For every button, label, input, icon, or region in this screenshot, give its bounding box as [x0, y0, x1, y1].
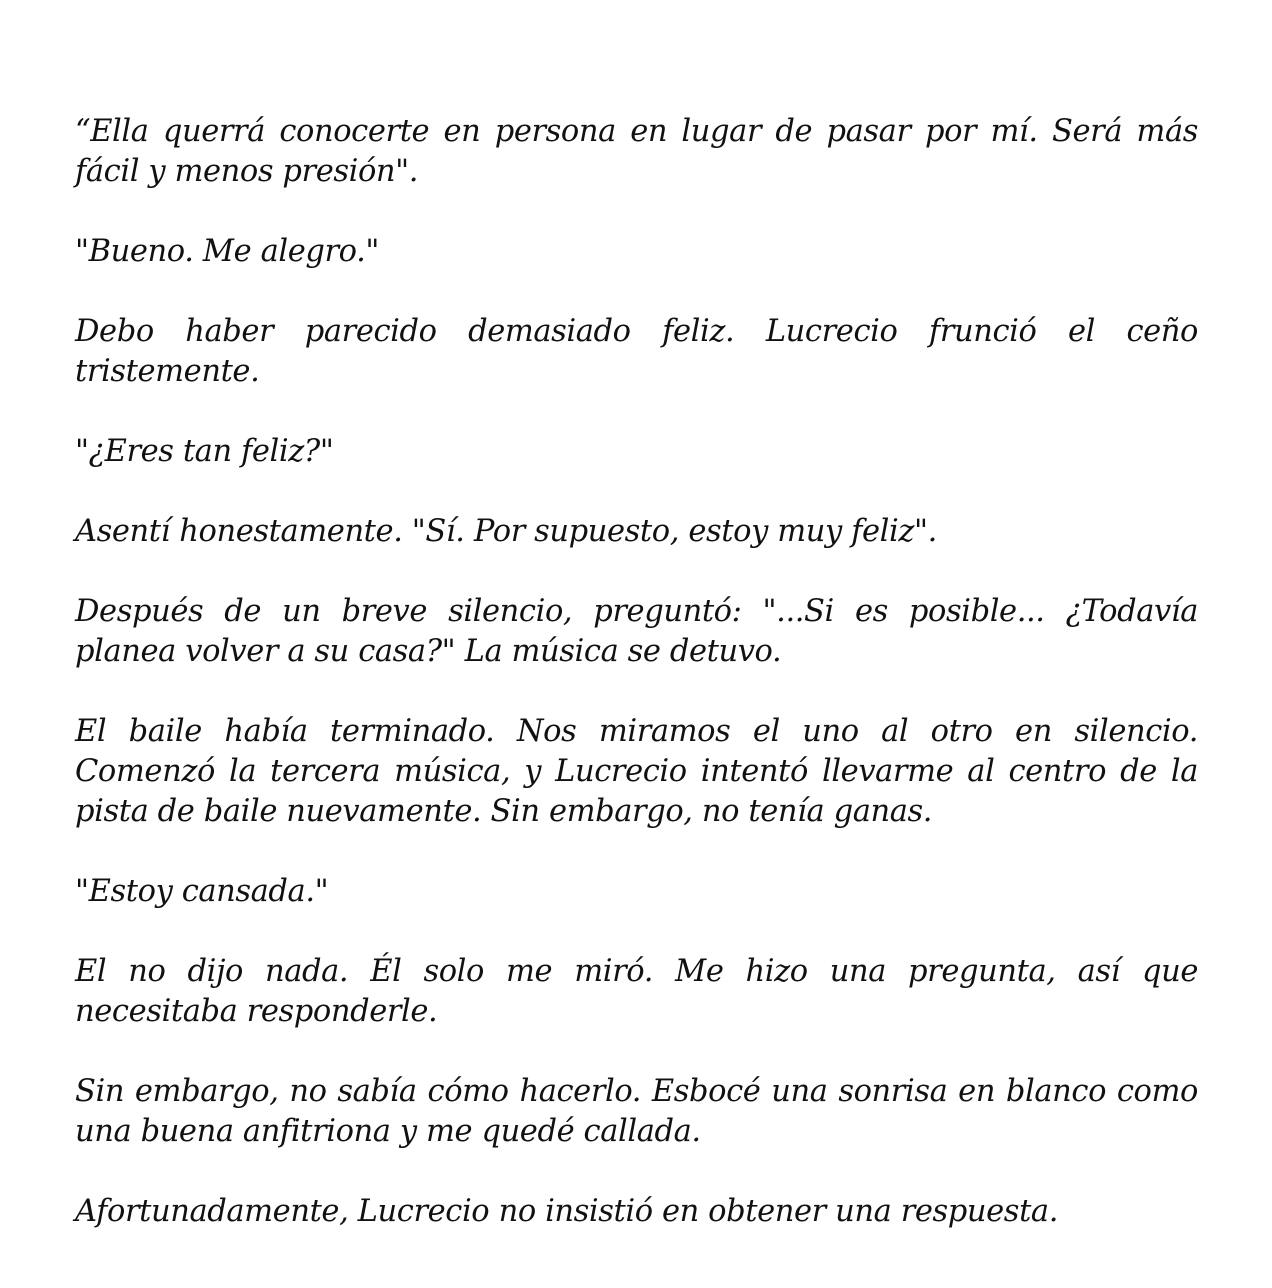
paragraph: Sin embargo, no sabía cómo hacerlo. Esbocé una sonrisa en blanco como una buena anfitriona y me quedé callada.: [75, 1074, 1198, 1149]
paragraph: Afortunadamente, Lucrecio no insistió en obtener una respuesta.: [75, 1194, 1058, 1229]
paragraph: Asentí honestamente. "Sí. Por supuesto, estoy muy feliz".: [75, 514, 937, 549]
paragraph: El no dijo nada. Él solo me miró. Me hizo una pregunta, así que necesitaba responderle.: [75, 954, 1198, 1029]
paragraph: Después de un breve silencio, preguntó: "...Si es posible... ¿Todavía planea volver a su casa?" La música se detuvo.: [75, 594, 1198, 669]
paragraph: "Bueno. Me alegro.": [75, 234, 380, 269]
paragraph: Debo haber parecido demasiado feliz. Lucrecio frunció el ceño tristemente.: [75, 314, 1198, 389]
paragraph: "¿Eres tan feliz?": [75, 434, 334, 469]
paragraph: El baile había terminado. Nos miramos el uno al otro en silencio. Comenzó la tercera música, y Lucrecio intentó llevarme al centro de la pista de baile nuevamente. Sin embargo, no tenía ganas.: [75, 714, 1198, 829]
paragraph: "Estoy cansada.": [75, 874, 329, 909]
paragraph: “Ella querrá conocerte en persona en lugar de pasar por mí. Será más fácil y menos presión".: [75, 114, 1198, 189]
document-page: [75, 112, 1198, 1232]
